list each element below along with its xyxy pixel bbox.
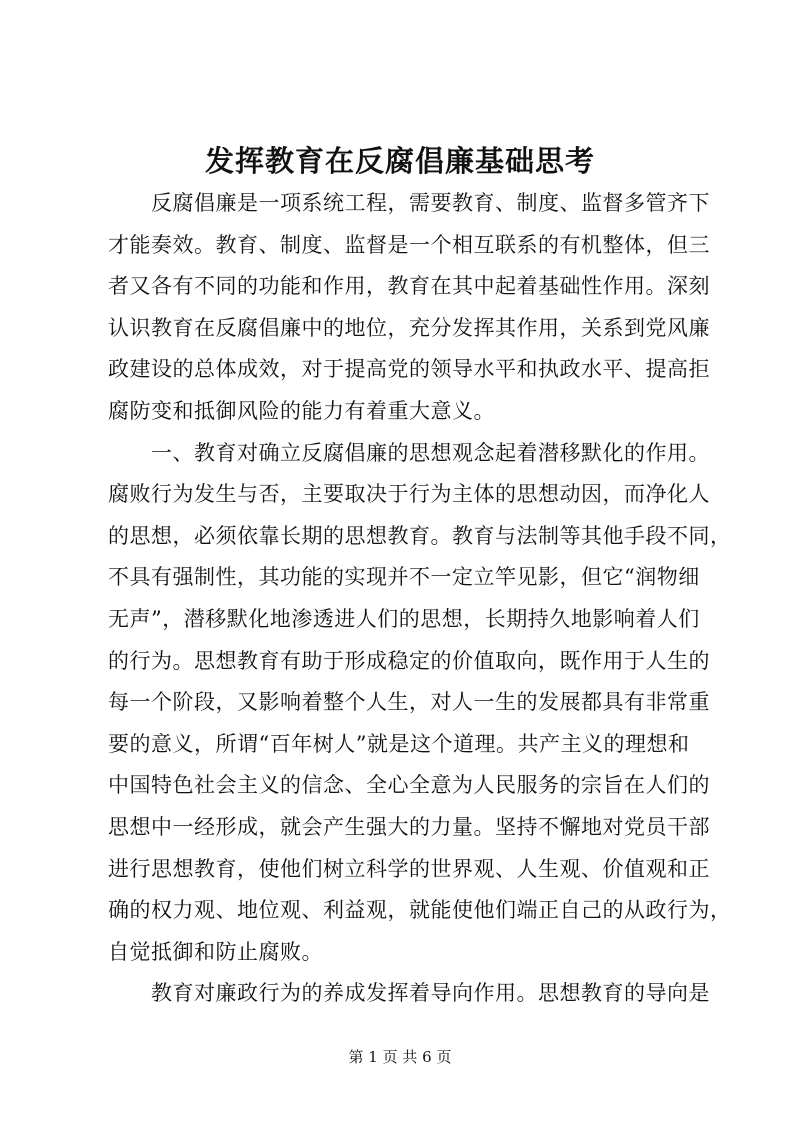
document-body — [108, 183, 732, 1015]
text-line: 自觉抵御和防止腐败。 — [108, 939, 323, 964]
text-line: 无声”，潜移默化地渗透进人们的思想，长期持久地影响着人们 — [108, 606, 700, 631]
text-line: 认识教育在反腐倡廉中的地位，充分发挥其作用，关系到党风廉 — [108, 315, 710, 340]
text-line: 者又各有不同的功能和作用，教育在其中起着基础性作用。深刻 — [108, 274, 710, 299]
text-line: 不具有强制性，其功能的实现并不一定立竿见影，但它“润物细 — [108, 565, 700, 590]
text-line: 才能奏效。教育、制度、监督是一个相互联系的有机整体，但三 — [108, 232, 710, 257]
text-line: 要的意义，所谓“百年树人”就是这个道理。共产主义的理想和 — [108, 731, 690, 756]
text-line: 教育对廉政行为的养成发挥着导向作用。思想教育的导向是 — [108, 981, 710, 1006]
text-line: 反腐倡廉是一项系统工程，需要教育、制度、监督多管齐下 — [108, 191, 710, 215]
text-line: 政建设的总体成效，对于提高党的领导水平和执政水平、提高拒 — [108, 357, 710, 382]
text-line: 腐败行为发生与否，主要取决于行为主体的思想动因，而净化人 — [108, 482, 710, 507]
text-line: 每一个阶段，又影响着整个人生，对人一生的发展都具有非常重 — [108, 690, 710, 715]
text-line: 中国特色社会主义的信念、全心全意为人民服务的宗旨在人们的 — [108, 773, 710, 798]
document-title: 发挥教育在反腐倡廉基础思考 — [204, 144, 595, 178]
text-line: 的行为。思想教育有助于形成稳定的价值取向，既作用于人生的 — [108, 648, 710, 673]
text-line: 确的权力观、地位观、利益观，就能使他们端正自己的从政行为， — [108, 898, 732, 923]
text-line: 腐防变和抵御风险的能力有着重大意义。 — [108, 398, 495, 423]
text-line: 思想中一经形成，就会产生强大的力量。坚持不懈地对党员干部 — [108, 814, 710, 839]
text-line: 一、教育对确立反腐倡廉的思想观念起着潜移默化的作用。 — [108, 440, 710, 465]
text-line: 的思想，必须依靠长期的思想教育。教育与法制等其他手段不同， — [108, 523, 732, 548]
text-line: 进行思想教育，使他们树立科学的世界观、人生观、价值观和正 — [108, 856, 710, 881]
page-footer: 第 1 页 共 6 页 — [348, 1048, 452, 1066]
